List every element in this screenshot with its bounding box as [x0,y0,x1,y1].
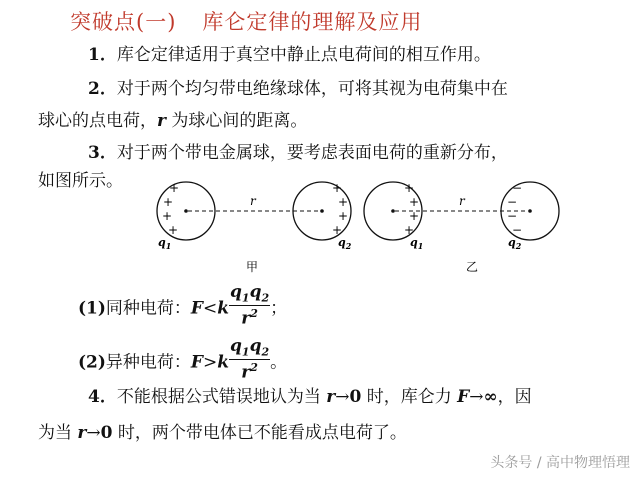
section-title [70,6,422,36]
formula-like-charges: (1)同种电荷：F<k $\frac{q_1q_2}{r^2}$ ； [78,282,288,330]
plus-charges-left [162,181,179,237]
r-label: r [250,194,256,208]
center-dot [528,209,532,213]
svg-text:−: − [512,181,523,195]
svg-text:+: + [162,209,173,223]
paragraph-3-number: 3． [88,143,117,163]
paragraph-1-text: 库仑定律适用于真空中静止点电荷间的相互作用。 [116,45,491,65]
q1-label: $q_1$ [410,236,424,251]
paragraph-1-number: 1． [88,45,117,65]
paragraph-3-text1: 对于两个带电金属球，要考虑表面电荷的重新分布， [116,143,508,163]
svg-text:+: + [338,195,349,209]
svg-text:+: + [163,195,174,209]
title-part1: 突破点(一) [70,10,177,34]
paragraph-4-line2: 为当 r→0 时，两个带电体已不能看成点电荷了。 [38,423,407,443]
paragraph-2-text2b: 为球心间的距离。 [165,111,308,131]
center-dot [184,209,188,213]
fraction: $\frac{q_1q_2}{r^2}$ [230,336,270,384]
svg-text:+: + [409,209,420,223]
center-dot [320,209,324,213]
q2-label: $q_2$ [338,236,352,251]
paragraph-2-text2a: 球心的点电荷， [38,111,157,131]
paragraph-3-text2: 如图所示。 [38,171,123,191]
svg-text:−: − [512,223,523,237]
paragraph-1 [88,44,491,66]
q1-label: $q_1$ [158,236,172,251]
svg-text:−: − [507,209,518,223]
center-dot [391,209,395,213]
svg-text:−: − [507,195,518,209]
paragraph-3-line1 [88,142,508,164]
svg-text:+: + [404,223,415,237]
paragraph-2-text1: 对于两个均匀带电绝缘球体，可将其视为电荷集中在 [116,79,508,99]
svg-text:+: + [409,195,420,209]
q2-label: $q_2$ [508,236,522,251]
minus-charges-inner [507,181,522,237]
svg-text:+: + [338,209,349,223]
formula-opposite-charges: (2)异种电荷：F>k $\frac{q_1q_2}{r^2}$ 。 [78,336,288,384]
paragraph-4-line1: 4．不能根据公式错误地认为当 r→0 时，库仑力 F→∞，因 [88,387,532,407]
svg-text:+: + [332,181,343,195]
svg-text:+: + [332,223,343,237]
paragraph-2-r: r [157,111,166,131]
svg-text:+: + [168,223,179,237]
title-part2: 库仑定律的理解及应用 [202,10,423,34]
paragraph-2-number: 2． [88,79,117,99]
figure-right-caption: 乙 [466,260,479,274]
svg-text:+: + [169,181,180,195]
paragraph-2-line1 [88,78,508,100]
svg-text:+: + [404,181,415,195]
fraction: $\frac{q_1q_2}{r^2}$ [230,282,270,330]
paragraph-2-line2 [38,110,307,132]
r-label: r [459,194,465,208]
figure-left-caption: 甲 [246,260,259,274]
watermark: 头条号 / 高中物理悟理 [490,455,630,471]
paragraph-3-line2 [38,170,123,192]
charge-diagram [150,178,570,278]
